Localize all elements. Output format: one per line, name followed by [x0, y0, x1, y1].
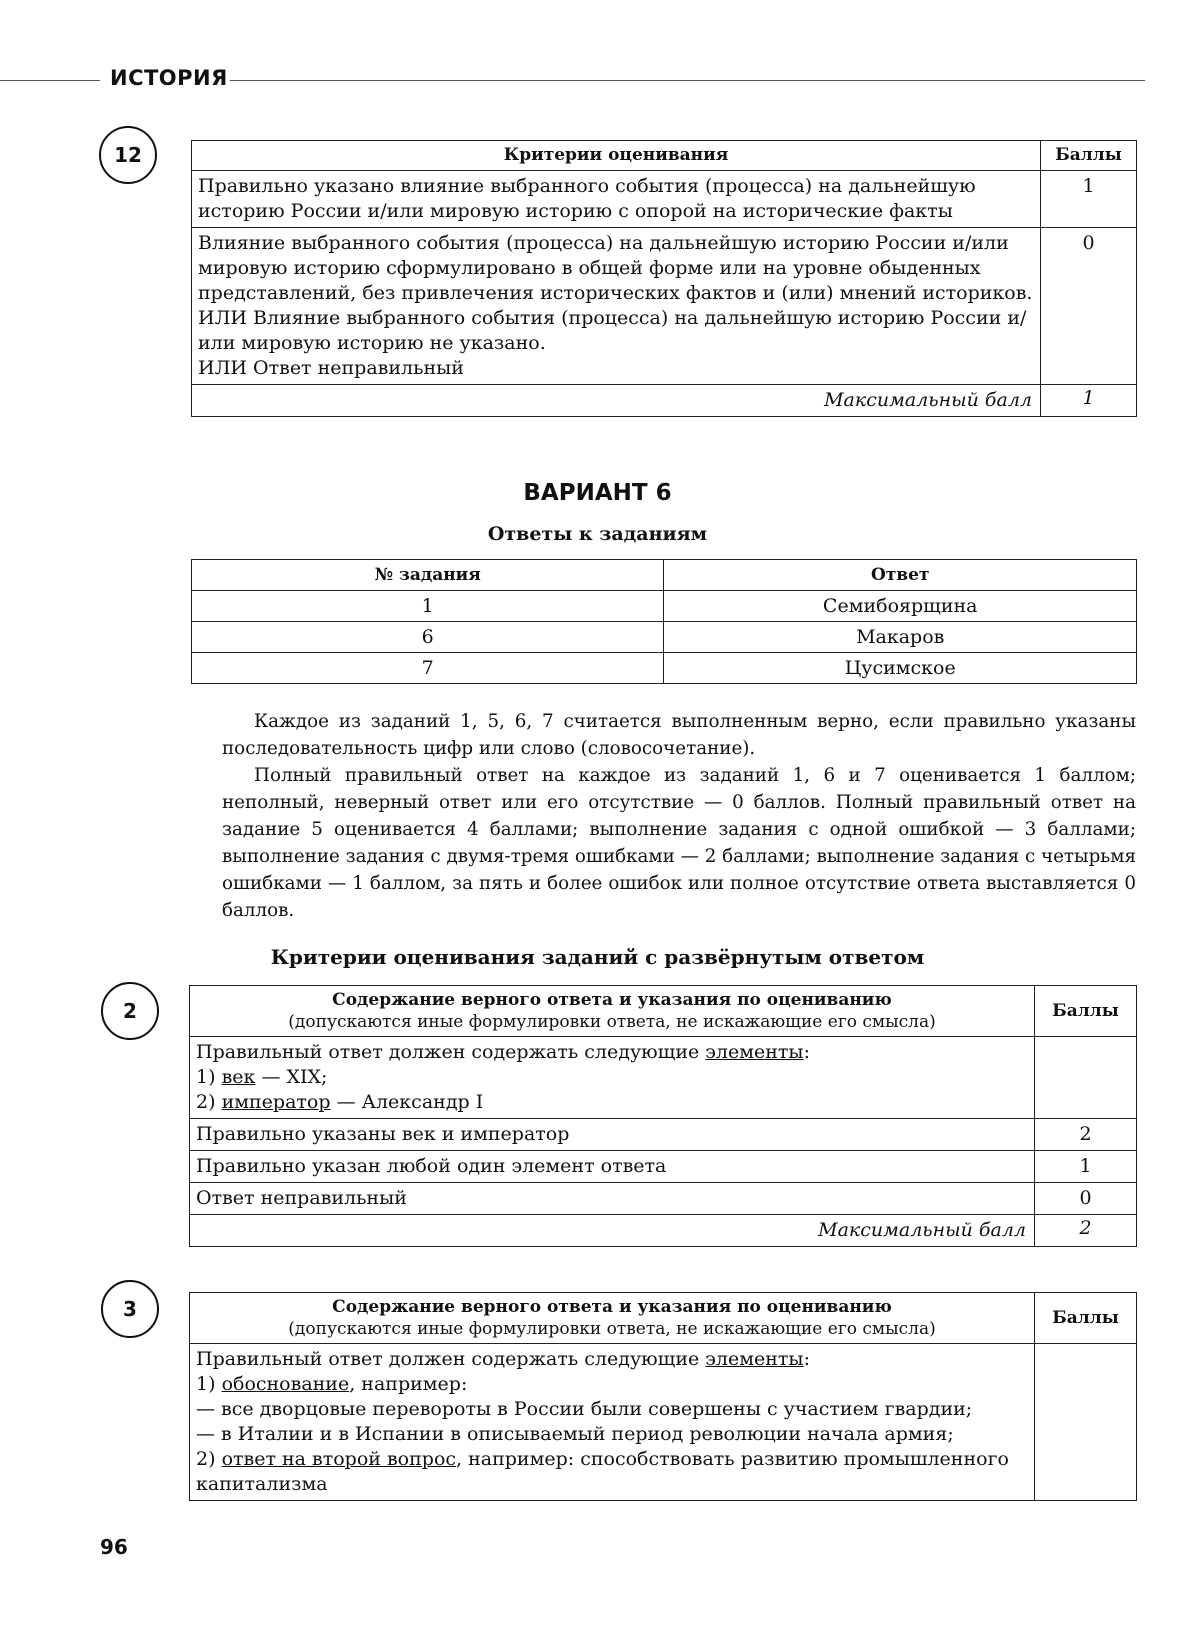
column-header-content	[190, 1293, 1035, 1344]
table-row	[192, 653, 1137, 684]
criterion-text	[192, 228, 1041, 385]
criterion-text: Правильно указан любой один элемент ответа	[190, 1151, 1035, 1183]
max-score-value: 2	[1035, 1215, 1137, 1247]
example-line: — все дворцовые перевороты в России были совершены с участием гвардии;	[196, 1398, 973, 1420]
column-header-content	[190, 986, 1035, 1037]
criterion-points: 1	[1035, 1151, 1137, 1183]
answer-cell: Макаров	[664, 622, 1137, 653]
variant-title: ВАРИАНТ 6	[523, 480, 672, 506]
elements-intro: Правильный ответ должен содержать следующие	[196, 1348, 700, 1370]
max-score-value: 1	[1041, 385, 1137, 417]
table-row	[190, 1151, 1137, 1183]
header-sub: (допускаются иные формулировки ответа, не искажающие его смысла)	[288, 1319, 936, 1339]
element-value: — Александр I	[336, 1091, 484, 1113]
element-value: — XIX;	[261, 1066, 328, 1088]
max-score-label: Максимальный балл	[190, 1215, 1035, 1247]
element-key: ответ на второй вопрос	[221, 1448, 457, 1470]
criterion-text: Правильно указаны век и император	[190, 1119, 1035, 1151]
header-sub: (допускаются иные формулировки ответа, не искажающие его смысла)	[288, 1012, 936, 1032]
criterion-points: 2	[1035, 1119, 1137, 1151]
max-score-label: Максимальный балл	[192, 385, 1041, 417]
answer-cell: Семибоярщина	[664, 591, 1137, 622]
criterion-line: Влияние выбранного события (процесса) на дальнейшую историю России и/или мировую историю сформулировано в общей форме или на уровне обыденных представлений, без привлечения исторических фактов и (или) мнений историков.	[198, 232, 1033, 304]
task2-criteria-table	[189, 985, 1137, 1247]
header-rule-right	[230, 80, 1145, 81]
table-row	[192, 171, 1137, 228]
example-line: — в Италии и в Испании в описываемый период революции начала армия;	[196, 1423, 954, 1445]
page-number: 96	[100, 1535, 128, 1559]
column-header-points: Баллы	[1035, 1293, 1137, 1344]
task-number-cell: 6	[192, 622, 664, 653]
scoring-paragraph-2: Полный правильный ответ на каждое из заданий 1, 6 и 7 оценивается 1 баллом; неполный, неверный ответ или его отсутствие — 0 баллов. Полный правильный ответ на задание 5 оценивается 4 баллами; выполнение задания с одной ошибкой — 3 баллами; выполнение задания с двумя-тремя ошибками — 2 баллами; выполнение задания с четырьмя ошибками — 1 баллом, за пять и более ошибок или полное отсутствие ответа выставляется 0 баллов.	[222, 765, 1136, 921]
criteria-section-title: Критерии оценивания заданий с развёрнутым ответом	[270, 945, 925, 969]
max-score-row	[192, 385, 1137, 417]
criterion-line: ИЛИ Влияние выбранного события (процесса) на дальнейшую историю России и/или мировую историю не указано.	[198, 307, 1027, 354]
task-number-cell: 1	[192, 591, 664, 622]
element-number: 1)	[196, 1373, 216, 1395]
header-rule-left	[0, 80, 100, 81]
task-number-cell: 7	[192, 653, 664, 684]
element-rest: , например:	[349, 1373, 468, 1395]
column-header-criteria: Критерии оценивания	[192, 141, 1041, 171]
task-number-badge: 12	[99, 126, 157, 184]
criterion-points: 0	[1035, 1183, 1137, 1215]
task-number-badge: 3	[101, 1280, 159, 1338]
answer-cell: Цусимское	[664, 653, 1137, 684]
column-header-task-number: № задания	[192, 560, 664, 591]
header-main: Содержание верного ответа и указания по оцениванию	[332, 1297, 892, 1317]
element-key: обоснование	[221, 1373, 350, 1395]
table-row	[192, 622, 1137, 653]
column-header-points: Баллы	[1035, 986, 1137, 1037]
criterion-points: 0	[1041, 228, 1137, 385]
criterion-text: Ответ неправильный	[190, 1183, 1035, 1215]
element-number: 1)	[196, 1066, 216, 1088]
answer-elements: Правильный ответ должен содержать следующие элементы: 1) век — XIX; 2) император — Александр I	[190, 1037, 1035, 1119]
task-number-badge: 2	[101, 982, 159, 1040]
scoring-paragraph-1: Каждое из заданий 1, 5, 6, 7 считается выполненным верно, если правильно указаны последовательность цифр или слово (словосочетание).	[222, 711, 1136, 759]
element-number: 2)	[196, 1448, 216, 1470]
criterion-text: Правильно указано влияние выбранного события (процесса) на дальнейшую историю России и/или мировую историю с опорой на исторические факты	[192, 171, 1041, 228]
answers-title: Ответы к заданиям	[487, 523, 708, 545]
table-row	[192, 228, 1137, 385]
task12-criteria-table	[191, 140, 1137, 417]
column-header-answer: Ответ	[664, 560, 1137, 591]
table-row	[190, 1344, 1137, 1501]
table-row	[190, 1183, 1137, 1215]
criterion-points: 1	[1041, 171, 1137, 228]
element-number: 2)	[196, 1091, 216, 1113]
elements-intro: Правильный ответ должен содержать следующие	[196, 1041, 700, 1063]
answers-table	[191, 559, 1137, 684]
elements-word: элементы	[705, 1041, 804, 1063]
element-key: век	[221, 1066, 256, 1088]
criterion-points	[1035, 1037, 1137, 1119]
header-main: Содержание верного ответа и указания по оцениванию	[332, 990, 892, 1010]
max-score-row	[190, 1215, 1137, 1247]
task3-criteria-table	[189, 1292, 1137, 1501]
element-key: император	[221, 1091, 331, 1113]
answer-elements: Правильный ответ должен содержать следующие элементы: 1) обоснование, например: — все дворцовые перевороты в России были совершены с участием гвардии; — в Италии и в Испании в описываемый период революции начала армия; 2) ответ на второй вопрос, например: способствовать развитию промышленного капитализма	[190, 1344, 1035, 1501]
table-row	[190, 1119, 1137, 1151]
page-header-title: ИСТОРИЯ	[110, 66, 228, 90]
column-header-points: Баллы	[1041, 141, 1137, 171]
table-row	[192, 591, 1137, 622]
elements-word: элементы	[705, 1348, 804, 1370]
criterion-points	[1035, 1344, 1137, 1501]
element-rest: , например: способствовать развитию промышленного капитализма	[196, 1448, 1009, 1495]
criterion-line: ИЛИ Ответ неправильный	[198, 357, 464, 379]
table-row	[190, 1037, 1137, 1119]
